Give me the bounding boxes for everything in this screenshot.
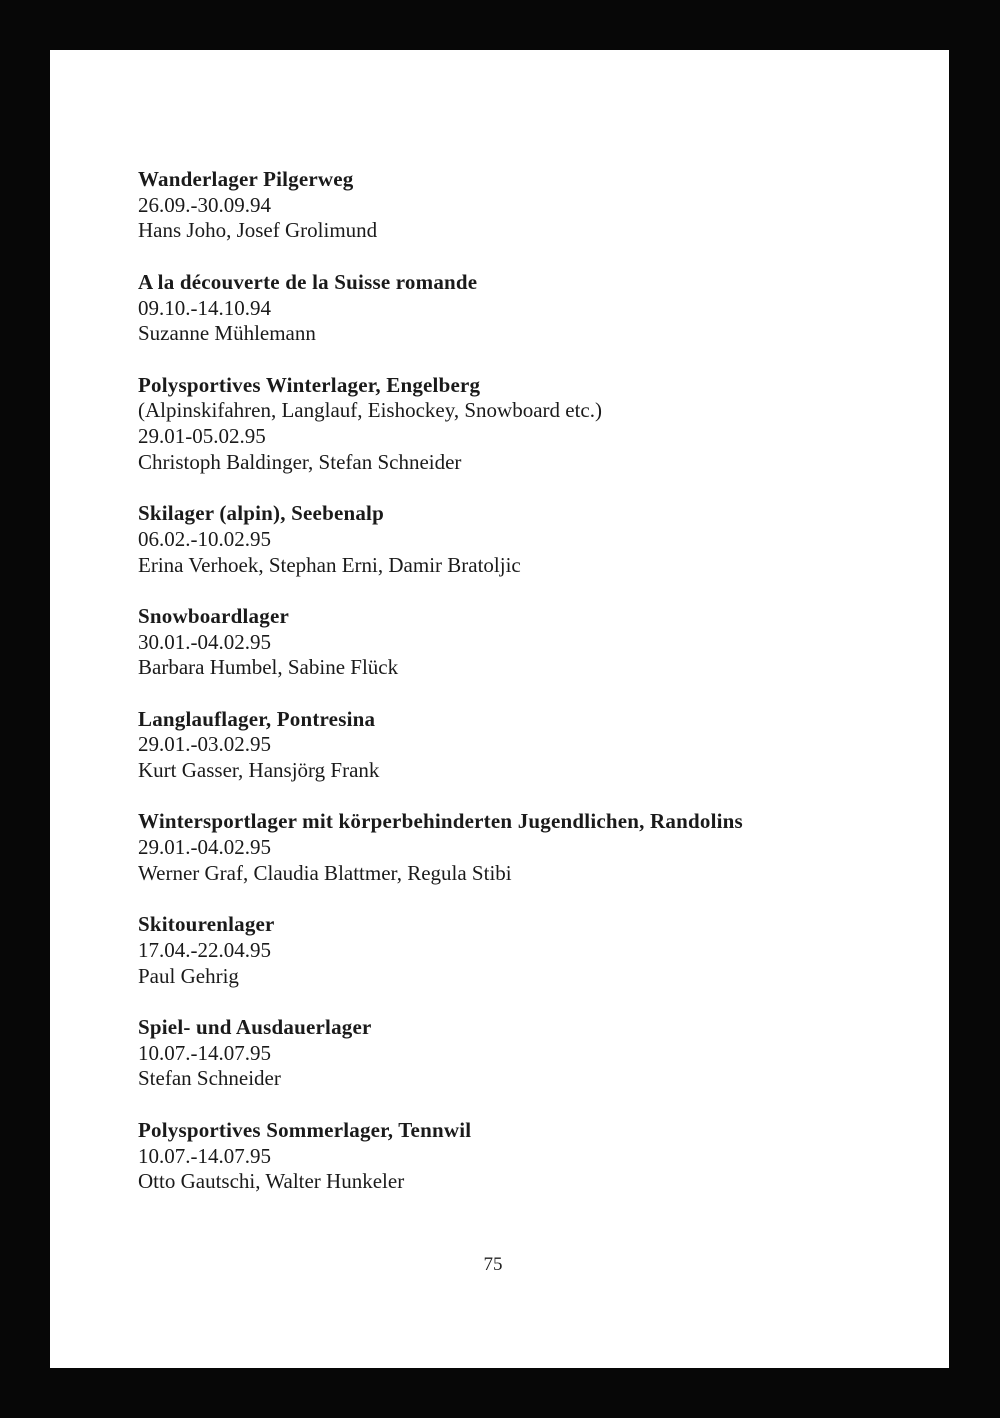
camp-entry (138, 1118, 743, 1195)
camp-entry (138, 604, 743, 681)
camp-title: Wintersportlager mit körperbehinderten Jugendlichen, Randolins (138, 809, 743, 834)
camp-detail: Kurt Gasser, Hansjörg Frank (138, 758, 380, 783)
camp-detail: Werner Graf, Claudia Blattmer, Regula Stibi (138, 860, 512, 885)
camp-detail: 10.07.-14.07.95 (138, 1040, 271, 1065)
camp-detail: Hans Joho, Josef Grolimund (138, 218, 378, 243)
camp-detail: 09.10.-14.10.94 (138, 295, 271, 320)
page-number: 75 (483, 1254, 503, 1275)
camp-entry (138, 167, 743, 244)
camp-title: Skitourenlager (138, 912, 275, 937)
camp-title: Skilager (alpin), Seebenalp (138, 501, 384, 526)
camp-detail: Otto Gautschi, Walter Hunkeler (138, 1169, 405, 1194)
camp-detail: (Alpinskifahren, Langlauf, Eishockey, Snowboard etc.) (138, 398, 602, 423)
camp-detail: 30.01.-04.02.95 (138, 629, 271, 654)
camp-detail: 26.09.-30.09.94 (138, 192, 271, 217)
camp-detail: 06.02.-10.02.95 (138, 526, 271, 551)
document-page (50, 50, 949, 1368)
camp-detail: 10.07.-14.07.95 (138, 1143, 271, 1168)
camp-entry (138, 270, 743, 347)
camp-detail: 29.01.-04.02.95 (138, 835, 271, 860)
camp-detail: Paul Gehrig (138, 963, 239, 988)
camp-detail: Barbara Humbel, Sabine Flück (138, 655, 399, 680)
camp-entry (138, 501, 743, 578)
camp-title: Polysportives Sommerlager, Tennwil (138, 1117, 472, 1142)
camp-title: Spiel- und Ausdauerlager (138, 1015, 372, 1040)
camp-detail: 29.01-05.02.95 (138, 424, 266, 448)
camp-title: A la découverte de la Suisse romande (138, 269, 478, 294)
camp-entry (138, 1015, 743, 1092)
camp-entry (138, 912, 743, 989)
camp-detail: Stefan Schneider (138, 1066, 281, 1091)
camp-list (138, 167, 743, 1221)
camp-entry (138, 707, 743, 784)
camp-detail: 29.01.-03.02.95 (138, 732, 271, 757)
camp-title: Langlauflager, Pontresina (138, 706, 376, 731)
camp-detail: Suzanne Mühlemann (138, 321, 316, 346)
camp-title: Polysportives Winterlager, Engelberg (138, 372, 481, 397)
camp-detail: 17.04.-22.04.95 (138, 937, 271, 962)
camp-detail: Erina Verhoek, Stephan Erni, Damir Bratoljic (138, 552, 521, 577)
camp-title: Snowboardlager (138, 603, 289, 628)
camp-title: Wanderlager Pilgerweg (138, 167, 354, 191)
camp-detail: Christoph Baldinger, Stefan Schneider (138, 449, 462, 474)
camp-entry (138, 373, 743, 476)
camp-entry (138, 809, 743, 886)
